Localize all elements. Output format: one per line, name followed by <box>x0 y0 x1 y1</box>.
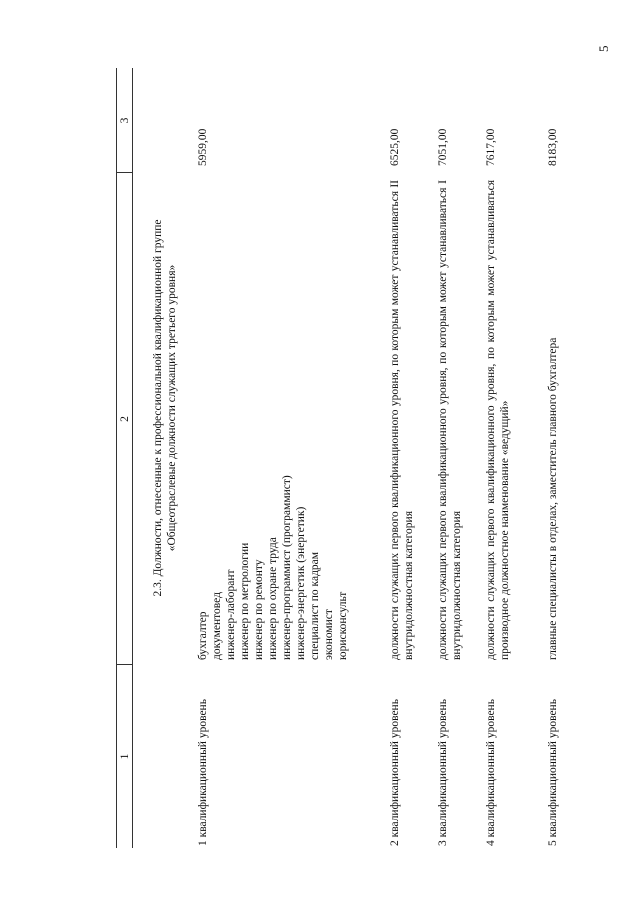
row-5-salary: 8183,00 <box>547 128 559 166</box>
row-4-level: 4 квалификационный уровень <box>485 699 497 846</box>
row-4-description: должности служащих первого квалификационного уровня, по которым может устанавливаться производное должностное наименование «ведущий» <box>485 180 511 660</box>
row-3-description: должности служащих первого квалификационного уровня, по которым может устанавливаться I внутридолжностная категория <box>437 180 463 660</box>
position-item: документовед <box>211 592 223 660</box>
position-item: специалист по кадрам <box>309 551 321 660</box>
table-top-rule <box>116 68 117 848</box>
header-col-3: 3 <box>119 117 131 124</box>
section-title <box>151 148 179 668</box>
header-bottom-rule <box>132 68 133 848</box>
position-item: юрисконсульт <box>337 591 349 660</box>
row-4-salary: 7617,00 <box>485 128 497 166</box>
row-2-salary: 6525,00 <box>389 128 401 166</box>
position-item: бухгалтер <box>197 611 209 660</box>
position-item: инженер-энергетик (энергетик) <box>295 506 307 660</box>
row-5-description: главные специалисты в отделах, заместитель главного бухгалтера <box>547 337 559 660</box>
position-item: инженер-лаборант <box>225 569 237 660</box>
row-5-level: 5 квалификационный уровень <box>547 699 559 846</box>
page-number: 5 <box>596 45 611 52</box>
row-3-level: 3 квалификационный уровень <box>437 699 449 846</box>
position-item: инженер по метрологии <box>239 542 251 660</box>
row-2-description: должности служащих первого квалификационного уровня, по которым может устанавливаться II внутридолжностная категория <box>389 180 415 660</box>
row-2-level: 2 квалификационный уровень <box>389 699 401 846</box>
row-1-positions <box>196 475 350 660</box>
section-title-line2: «Общеотраслевые должности служащих третьего уровня» <box>166 264 178 552</box>
position-item: инженер-программист (программист) <box>281 475 293 660</box>
position-item: инженер по ремонту <box>253 559 265 660</box>
section-title-line1: 2.3. Должности, отнесенные к профессиональной квалификационной группе <box>152 219 164 597</box>
header-col-2: 2 <box>119 416 131 422</box>
position-item: экономист <box>323 609 335 660</box>
row-1-level: 1 квалификационный уровень <box>197 699 209 846</box>
position-item: инженер по охране труда <box>267 537 279 660</box>
row-3-salary: 7051,00 <box>437 128 449 166</box>
header-col-1: 1 <box>119 753 131 760</box>
row-1-salary: 5959,00 <box>197 128 209 166</box>
rotated-table <box>118 68 559 848</box>
